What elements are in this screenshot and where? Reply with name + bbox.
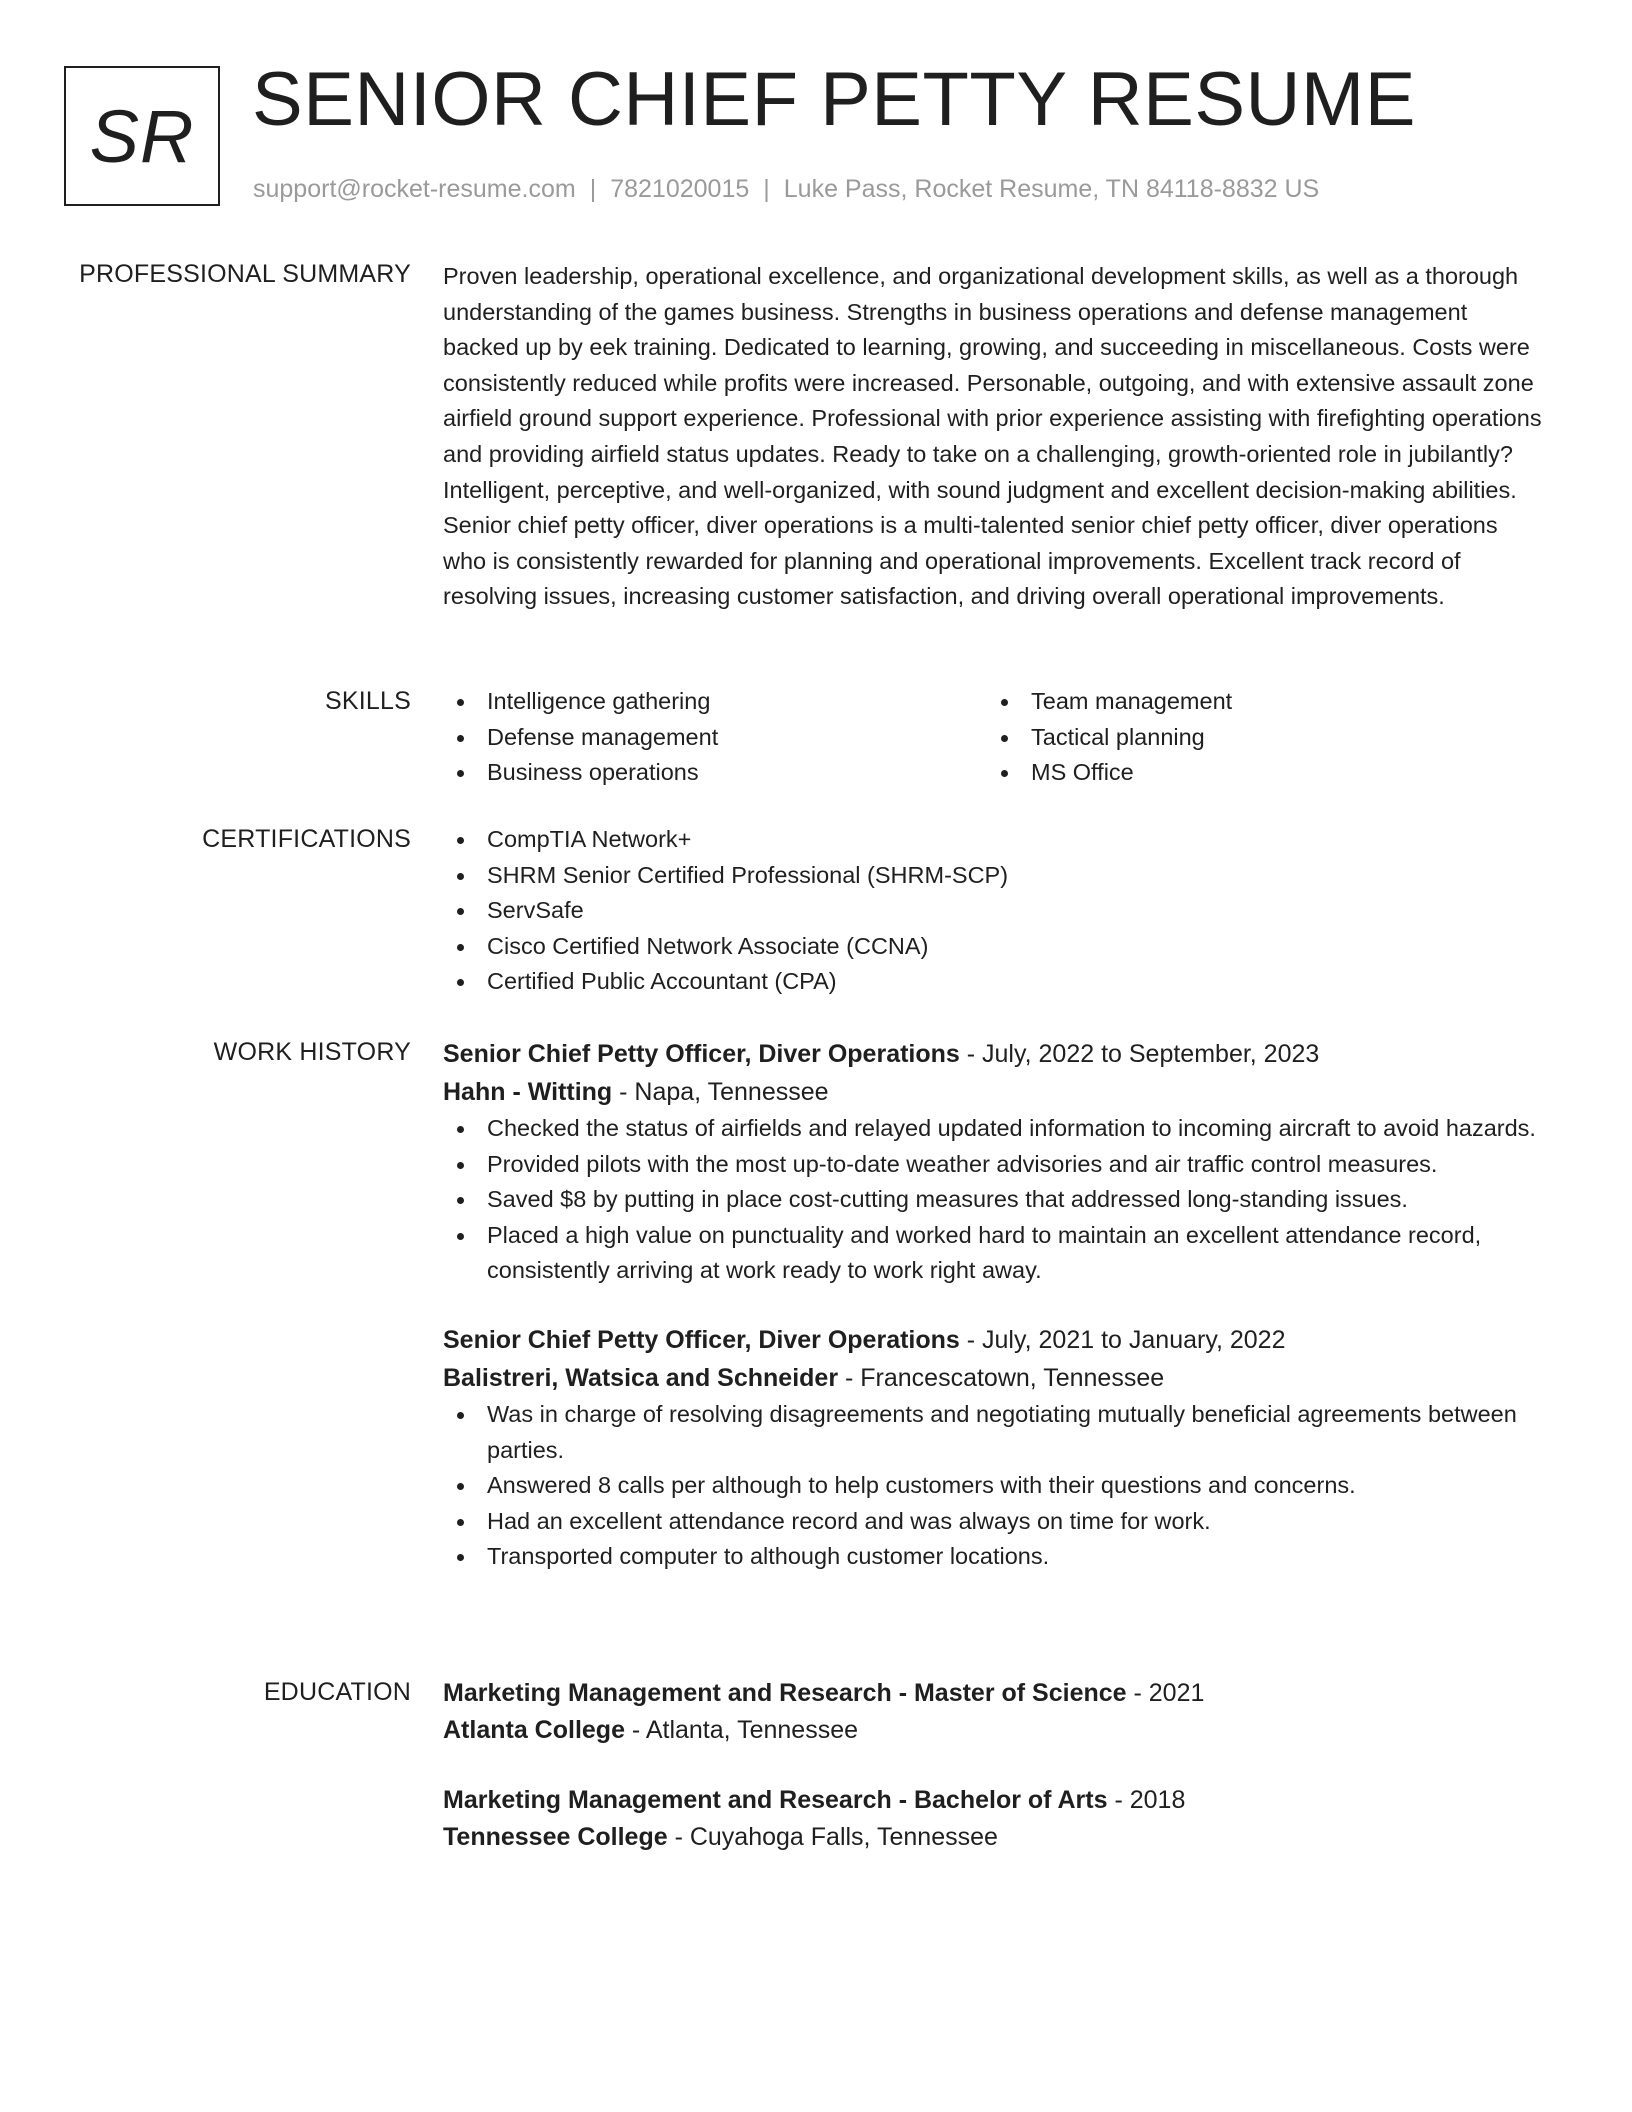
job-duty: Transported computer to although customer locations. bbox=[443, 1539, 1543, 1575]
certifications-list bbox=[443, 822, 1543, 1000]
job-company-line bbox=[443, 1073, 1543, 1111]
certifications-body bbox=[443, 822, 1543, 1000]
skills-body bbox=[443, 684, 1543, 791]
certification-item: Certified Public Accountant (CPA) bbox=[443, 964, 1543, 1000]
job-company: Balistreri, Watsica and Schneider bbox=[443, 1363, 839, 1392]
summary-text: Proven leadership, operational excellence, and organizational development skills, as well as a thorough understanding of the games business. Strengths in business operations and defense management backed up by eek training. Dedicated to learning, growing, and succeeding in miscellaneous. Costs were consistently reduced while profits were increased. Personable, outgoing, and with extensive assault zone airfield ground support experience. Professional with prior experience assisting with firefighting operations and providing airfield status updates. Ready to take on a challenging, growth-oriented role in jubilantly? Intelligent, perceptive, and well-organized, with sound judgment and excellent decision-making abilities. Senior chief petty officer, diver operations is a multi-talented senior chief petty officer, diver operations who is consistently rewarded for planning and operational improvements. Excellent track record of resolving issues, increasing customer satisfaction, and driving overall operational improvements. bbox=[443, 263, 1542, 610]
education-location: - Atlanta, Tennessee bbox=[624, 1716, 859, 1744]
certification-item: SHRM Senior Certified Professional (SHRM-SCP) bbox=[443, 858, 1543, 894]
skills-list-right bbox=[987, 684, 1531, 791]
contact-separator: | bbox=[763, 175, 770, 203]
monogram-logo: SR bbox=[64, 66, 220, 206]
contact-address: Luke Pass, Rocket Resume, TN 84118-8832 US bbox=[783, 175, 1320, 203]
education-year: - 2021 bbox=[1126, 1679, 1205, 1707]
skills-heading: SKILLS bbox=[325, 687, 411, 715]
education-year: - 2018 bbox=[1107, 1786, 1186, 1814]
education-entry bbox=[443, 1675, 1543, 1749]
education-school: Tennessee College bbox=[443, 1823, 668, 1851]
skill-item: MS Office bbox=[987, 755, 1531, 791]
contact-email: support@rocket-resume.com bbox=[253, 175, 576, 203]
certification-item: ServSafe bbox=[443, 893, 1543, 929]
job-duty: Provided pilots with the most up-to-date weather advisories and air traffic control measures. bbox=[443, 1147, 1543, 1183]
job-duty: Checked the status of airfields and relayed updated information to incoming aircraft to avoid hazards. bbox=[443, 1111, 1543, 1147]
job-company: Hahn - Witting bbox=[443, 1078, 613, 1106]
job-duty: Answered 8 calls per although to help customers with their questions and concerns. bbox=[443, 1468, 1543, 1504]
contact-line bbox=[253, 172, 1319, 206]
skill-item: Team management bbox=[987, 684, 1531, 720]
education-body bbox=[443, 1675, 1543, 1856]
resume-title: SENIOR CHIEF PETTY RESUME bbox=[252, 57, 1416, 142]
education-heading: EDUCATION bbox=[263, 1678, 411, 1706]
job-title: Senior Chief Petty Officer, Diver Operations bbox=[443, 1040, 960, 1068]
education-school: Atlanta College bbox=[443, 1716, 625, 1744]
certification-item: Cisco Certified Network Associate (CCNA) bbox=[443, 929, 1543, 965]
job-entry bbox=[443, 1321, 1543, 1575]
skill-item: Defense management bbox=[443, 720, 987, 756]
certification-item: CompTIA Network+ bbox=[443, 822, 1543, 858]
job-dates: - July, 2022 to September, 2023 bbox=[959, 1040, 1320, 1068]
job-title-line bbox=[443, 1321, 1543, 1359]
job-location: - Napa, Tennessee bbox=[612, 1078, 829, 1106]
summary-heading: PROFESSIONAL SUMMARY bbox=[79, 260, 411, 288]
contact-phone: 7821020015 bbox=[610, 175, 750, 203]
certifications-heading: CERTIFICATIONS bbox=[202, 825, 411, 853]
job-entry bbox=[443, 1035, 1543, 1289]
job-duty: Had an excellent attendance record and was always on time for work. bbox=[443, 1504, 1543, 1540]
summary-body bbox=[443, 259, 1543, 615]
work-history-heading: WORK HISTORY bbox=[213, 1038, 411, 1066]
skills-list-left bbox=[443, 684, 987, 791]
work-history-body bbox=[443, 1035, 1543, 1575]
education-degree: Marketing Management and Research - Bachelor of Arts bbox=[443, 1786, 1108, 1814]
job-duty: Was in charge of resolving disagreements and negotiating mutually beneficial agreements between parties. bbox=[443, 1397, 1543, 1468]
education-degree: Marketing Management and Research - Master of Science bbox=[443, 1679, 1127, 1707]
contact-separator: | bbox=[589, 175, 597, 203]
skill-item: Intelligence gathering bbox=[443, 684, 987, 720]
job-duties-list bbox=[443, 1111, 1543, 1289]
skill-item: Tactical planning bbox=[987, 720, 1531, 756]
education-location: - Cuyahoga Falls, Tennessee bbox=[667, 1823, 998, 1851]
job-title: Senior Chief Petty Officer, Diver Operations bbox=[443, 1325, 960, 1354]
job-duty: Saved $8 by putting in place cost-cutting measures that addressed long-standing issues. bbox=[443, 1182, 1543, 1218]
job-dates: - July, 2021 to January, 2022 bbox=[959, 1325, 1286, 1354]
job-duty: Placed a high value on punctuality and worked hard to maintain an excellent attendance record, consistently arriving at work ready to work right away. bbox=[443, 1218, 1543, 1289]
job-company-line bbox=[443, 1359, 1543, 1397]
education-entry bbox=[443, 1782, 1543, 1856]
skill-item: Business operations bbox=[443, 755, 987, 791]
job-title-line bbox=[443, 1035, 1543, 1073]
job-duties-list bbox=[443, 1397, 1543, 1575]
job-location: - Francescatown, Tennessee bbox=[838, 1363, 1165, 1392]
